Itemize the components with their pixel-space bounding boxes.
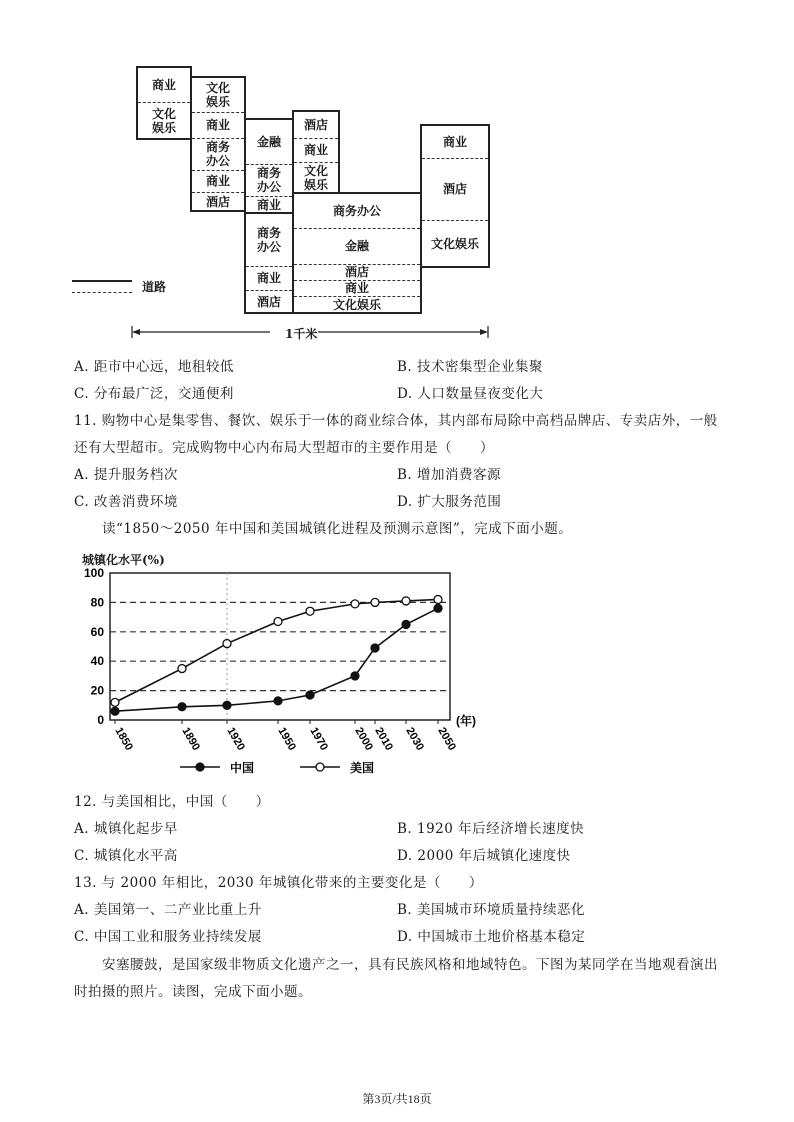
- block-cell: 商务 办公: [205, 140, 230, 168]
- data-point: [371, 644, 379, 652]
- q11-option-d: D. 扩大服务范围: [397, 494, 502, 510]
- q13-option-c: C. 中国工业和服务业持续发展: [74, 929, 262, 945]
- block-cell: 文化 娱乐: [205, 81, 230, 109]
- block-cell: 商业: [256, 198, 281, 212]
- q10-option-d: D. 人口数量昼夜变化大: [397, 386, 544, 402]
- q10-option-a: A. 距市中心远，地租较低: [74, 359, 234, 375]
- photo-intro-line1: 安塞腰鼓，是国家级非物质文化遗产之一，具有民族风格和地域特色。下图为某同学在当地观看演出: [102, 957, 718, 973]
- q10-option-b: B. 技术密集型企业集聚: [397, 359, 544, 375]
- block-cell: 商业: [303, 143, 328, 157]
- q13-option-a: A. 美国第一、二产业比重上升: [74, 902, 262, 918]
- block-cell: 金融: [256, 135, 281, 149]
- block-0: [136, 66, 192, 140]
- q12-option-a: A. 城镇化起步早: [74, 821, 178, 837]
- data-point: [371, 598, 379, 606]
- data-point: [111, 698, 119, 706]
- x-tick-label: 2000: [352, 725, 376, 753]
- block-cell: 商业: [205, 174, 230, 188]
- data-point: [402, 620, 410, 628]
- data-point: [274, 618, 282, 626]
- y-tick-label: 80: [90, 595, 104, 610]
- block-cell: 酒店: [442, 182, 467, 196]
- urbanization-chart: [70, 545, 490, 785]
- block-cell: 酒店: [256, 295, 281, 309]
- x-tick-label: 2010: [372, 725, 396, 753]
- x-tick-label: 1890: [179, 725, 203, 753]
- block-cell: 商务 办公: [256, 226, 281, 254]
- y-tick-label: 100: [83, 566, 104, 580]
- scale-label: 1千米: [285, 327, 318, 341]
- block-cell: 商务办公: [332, 204, 381, 218]
- q11-stem-line2: 还有大型超市。完成购物中心内布局大型超市的主要作用是（ ）: [74, 440, 494, 456]
- chart-intro: 读“1850～2050 年中国和美国城镇化进程及预测示意图”，完成下面小题。: [102, 521, 573, 537]
- page-footer: 第3页/共18页: [362, 1092, 432, 1106]
- data-point: [402, 597, 410, 605]
- x-tick-label: 1970: [307, 725, 331, 753]
- data-point: [223, 640, 231, 648]
- q12-option-c: C. 城镇化水平高: [74, 848, 178, 864]
- data-point: [178, 703, 186, 711]
- legend-marker: [196, 763, 204, 771]
- block-cell: 酒店: [205, 195, 230, 209]
- q12-option-d: D. 2000 年后城镇化速度快: [397, 848, 571, 864]
- road-legend-dashed: [72, 292, 132, 293]
- block-cell: 金融: [344, 239, 369, 253]
- block-cell: 商务 办公: [256, 166, 281, 194]
- data-point: [434, 595, 442, 603]
- y-tick-label: 0: [97, 713, 104, 727]
- chart-ylabel: 城镇化水平(%): [82, 553, 165, 567]
- data-point: [306, 691, 314, 699]
- series-line-1: [115, 599, 438, 702]
- x-tick-label: 1850: [112, 725, 136, 753]
- x-axis-label: (年): [456, 714, 476, 728]
- q11-stem-line1: 11. 购物中心是集零售、餐饮、娱乐于一体的商业综合体，其内部布局除中高档品牌店、专卖店外，一般: [74, 413, 718, 429]
- q10-option-c: C. 分布最广泛，交通便利: [74, 386, 234, 402]
- x-tick-label: 2030: [403, 725, 427, 753]
- legend-label: 中国: [230, 761, 255, 775]
- data-point: [306, 607, 314, 615]
- x-tick-label: 1920: [224, 725, 248, 753]
- q13-option-b: B. 美国城市环境质量持续恶化: [397, 902, 586, 918]
- data-point: [351, 600, 359, 608]
- q11-option-a: A. 提升服务档次: [74, 467, 178, 483]
- urban-function-diagram: [0, 0, 794, 345]
- block-cell: 文化 娱乐: [303, 164, 328, 192]
- block-cell: 文化 娱乐: [151, 107, 176, 135]
- chart-svg: [70, 545, 490, 785]
- y-tick-label: 20: [90, 683, 104, 698]
- block-3: [292, 110, 340, 194]
- block-cell: 文化娱乐: [332, 298, 381, 312]
- data-point: [178, 665, 186, 673]
- block-cell: 商业: [205, 118, 230, 132]
- block-cell: 商业: [256, 271, 281, 285]
- q11-option-c: C. 改善消费环境: [74, 494, 178, 510]
- photo-intro-line2: 时拍摄的照片。读图，完成下面小题。: [74, 984, 312, 1000]
- block-cell: 商业: [344, 281, 369, 295]
- data-point: [223, 701, 231, 709]
- y-tick-label: 60: [90, 624, 104, 639]
- q11-option-b: B. 增加消费客源: [397, 467, 502, 483]
- data-point: [111, 707, 119, 715]
- q12-option-b: B. 1920 年后经济增长速度快: [397, 821, 585, 837]
- q13-stem: 13. 与 2000 年相比，2030 年城镇化带来的主要变化是（ ）: [74, 875, 483, 891]
- y-tick-label: 40: [90, 654, 104, 669]
- x-tick-label: 1950: [275, 725, 299, 753]
- legend-label: 美国: [350, 761, 375, 775]
- data-point: [274, 697, 282, 705]
- block-cell: 商业: [151, 78, 176, 92]
- data-point: [434, 604, 442, 612]
- road-legend-solid: [72, 280, 132, 282]
- x-tick-label: 2050: [435, 725, 459, 753]
- block-2: [244, 118, 294, 214]
- block-cell: 文化娱乐: [430, 237, 479, 251]
- block-5: [292, 192, 422, 314]
- q12-stem: 12. 与美国相比，中国（ ）: [74, 794, 270, 810]
- legend-marker: [316, 763, 324, 771]
- road-legend-label: 道路: [142, 280, 167, 294]
- block-cell: 商业: [442, 135, 467, 149]
- block-cell: 酒店: [344, 265, 369, 279]
- block-4: [244, 212, 294, 314]
- q13-option-d: D. 中国城市土地价格基本稳定: [397, 929, 586, 945]
- block-cell: 酒店: [303, 118, 328, 132]
- data-point: [351, 672, 359, 680]
- block-1: [190, 76, 246, 212]
- block-6: [420, 124, 490, 268]
